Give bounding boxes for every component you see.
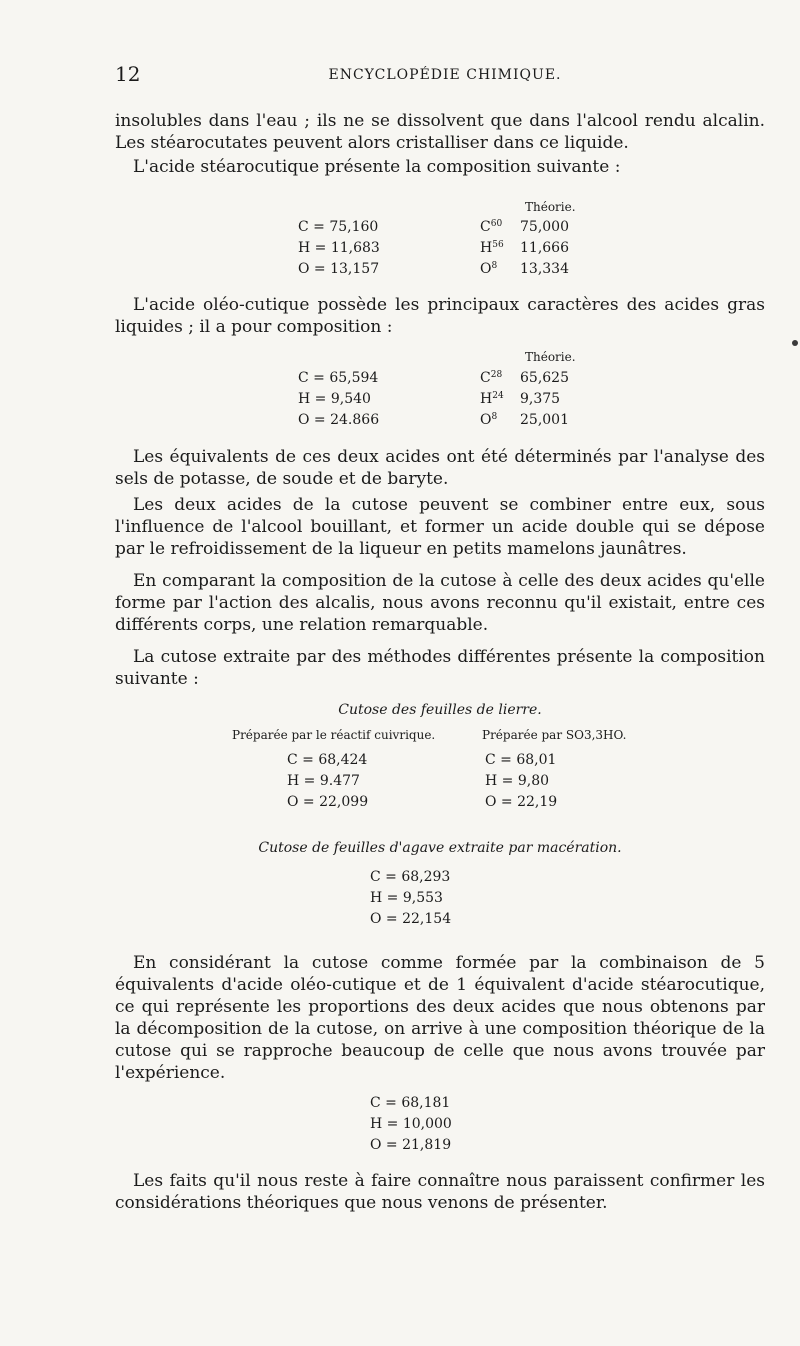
value-c: C = 68,01 xyxy=(485,752,557,768)
table-title: Cutose de feuilles d'agave extraite par macération. xyxy=(258,840,622,856)
found-c: C = 75,160 xyxy=(298,219,379,235)
found-values xyxy=(298,217,380,280)
formula-c: $C^{60}$ xyxy=(480,219,503,235)
theory-values xyxy=(520,368,569,431)
paragraph-8: En considérant la cutose comme formée par la combinaison de 5 équivalents d'acide oléo-cutique et de 1 équivalent d'acide stéarocutique, ce qui représente les proportions des deux acides que nous obtenons par la décomposition de la cutose, on arrive à une composition théorique de la cutose qui se rapproche beaucoup de celle que nous avons trouvée par l'expérience. xyxy=(115,953,765,1083)
paragraph-2: L'acide stéarocutique présente la composition suivante : xyxy=(133,157,621,177)
paragraph-5: Les deux acides de la cutose peuvent se combiner entre eux, sous l'influence de l'alcool bouillant, et former un acide double qui se dépose par le refroidissement de la liqueur en petits mamelons jaunâtres. xyxy=(115,495,765,559)
table-title: Cutose des feuilles de lierre. xyxy=(338,702,542,718)
theory-label: Théorie. xyxy=(525,350,576,364)
formula-column xyxy=(480,217,504,280)
paragraph-4: Les équivalents de ces deux acides ont été déterminés par l'analyse des sels de potasse, de soude et de baryte. xyxy=(115,447,765,489)
column-header-so3: Préparée par SO3,3HO. xyxy=(482,728,627,742)
value-o: O = 21,819 xyxy=(370,1137,452,1153)
theory-c: 65,625 xyxy=(520,370,569,386)
paragraph-6: En comparant la composition de la cutose à celle des deux acides qu'elle forme par l'action des alcalis, nous avons reconnu qu'il existait, entre ces différents corps, une relation remarquable. xyxy=(115,571,765,635)
value-o: O = 22,154 xyxy=(370,911,452,927)
theory-h: 11,666 xyxy=(520,240,569,256)
theory-label: Théorie. xyxy=(525,200,576,214)
page-header xyxy=(115,62,775,92)
theoretical-values xyxy=(370,1093,452,1156)
found-h: H = 11,683 xyxy=(298,240,380,256)
found-o: O = 13,157 xyxy=(298,261,380,277)
paragraph-3: L'acide oléo-cutique possède les principaux caractères des acides gras liquides ; il a pour composition : xyxy=(115,295,765,337)
found-values xyxy=(298,368,379,431)
paragraph-1: insolubles dans l'eau ; ils ne se dissolvent que dans l'alcool rendu alcalin. Les stéarocutates peuvent alors cristalliser dans ce liquide. xyxy=(115,111,765,153)
paragraph-9: Les faits qu'il nous reste à faire connaître nous paraissent confirmer les considérations théoriques que nous venons de présenter. xyxy=(115,1171,765,1213)
value-h: H = 9.477 xyxy=(287,773,360,789)
formula-h: $H^{56}$ xyxy=(480,240,504,256)
column-so3-values xyxy=(485,750,557,813)
value-o: O = 22,19 xyxy=(485,794,558,810)
value-h: H = 9,553 xyxy=(370,890,443,906)
formula-o: $O^8$ xyxy=(480,261,498,277)
theory-values xyxy=(520,217,569,280)
value-c: C = 68,293 xyxy=(370,869,451,885)
value-c: C = 68,181 xyxy=(370,1095,451,1111)
margin-mark xyxy=(792,340,798,346)
value-c: C = 68,424 xyxy=(287,752,368,768)
value-o: O = 22,099 xyxy=(287,794,369,810)
column-cuivrique-values xyxy=(287,750,368,813)
theory-o: 13,334 xyxy=(520,261,569,277)
found-c: C = 65,594 xyxy=(298,370,379,386)
agave-values xyxy=(370,867,451,930)
value-h: H = 10,000 xyxy=(370,1116,452,1132)
theory-h: 9,375 xyxy=(520,391,561,407)
formula-column xyxy=(480,368,504,431)
theory-c: 75,000 xyxy=(520,219,569,235)
found-o: O = 24.866 xyxy=(298,412,380,428)
found-h: H = 9,540 xyxy=(298,391,371,407)
formula-h: $H^{24}$ xyxy=(480,391,504,407)
formula-o: $O^8$ xyxy=(480,412,498,428)
paragraph-7: La cutose extraite par des méthodes différentes présente la composition suivante : xyxy=(115,647,765,689)
page-number: 12 xyxy=(115,62,141,86)
column-header-cuivrique: Préparée par le réactif cuivrique. xyxy=(232,728,436,742)
running-title: ENCYCLOPÉDIE CHIMIQUE. xyxy=(328,67,562,83)
formula-c: $C^{28}$ xyxy=(480,370,503,386)
value-h: H = 9,80 xyxy=(485,773,550,789)
theory-o: 25,001 xyxy=(520,412,569,428)
